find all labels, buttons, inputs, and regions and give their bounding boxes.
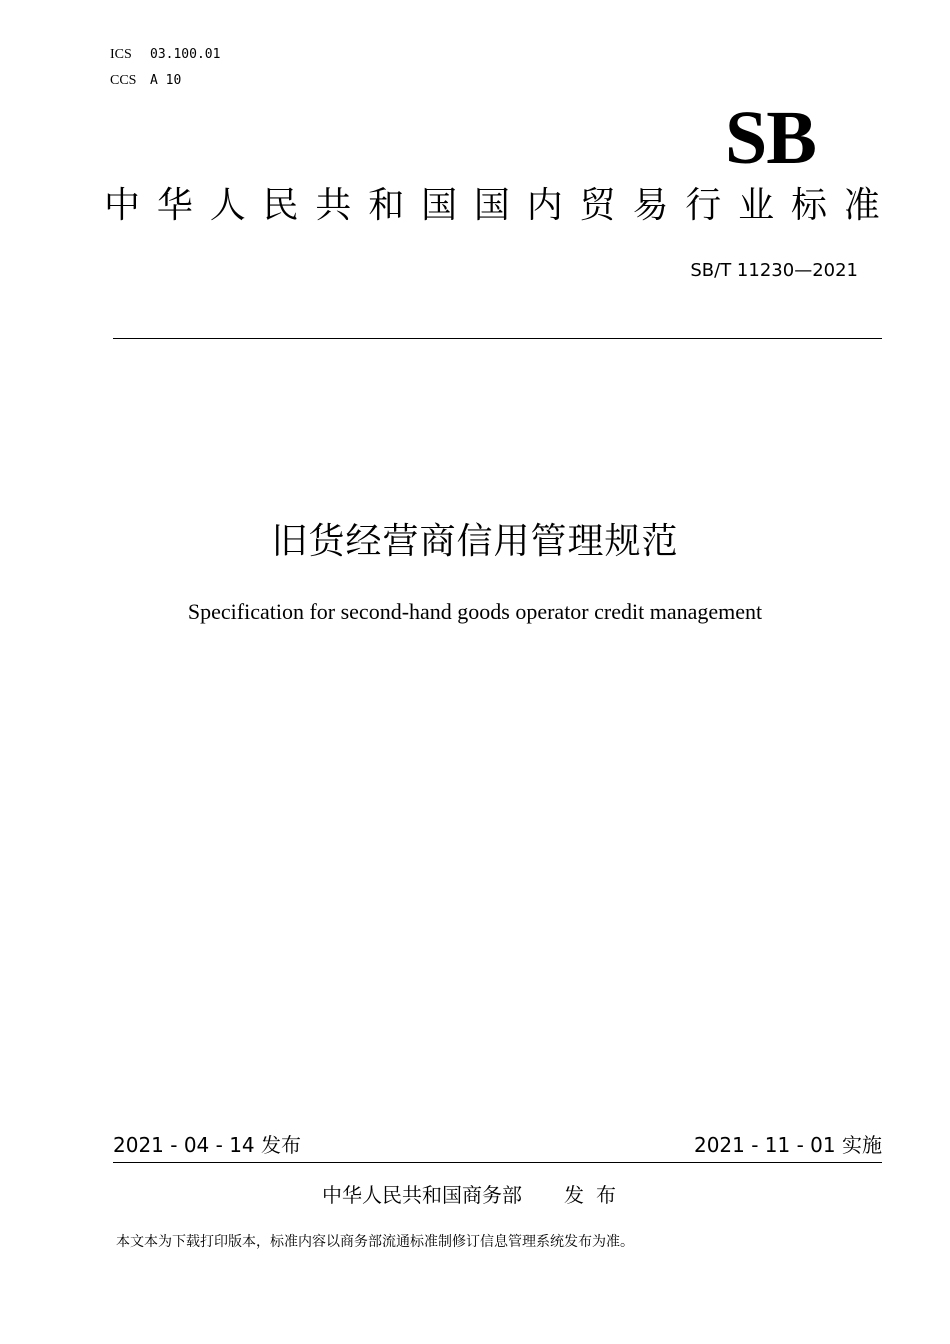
issue-date: 2021 - 04 - 14 发布 xyxy=(113,1133,302,1157)
standard-type-char: 标 xyxy=(790,185,827,226)
standard-type-char: 内 xyxy=(526,185,563,226)
issuer-name: 中华人民共和国商务部 xyxy=(322,1183,522,1207)
standard-type-char: 业 xyxy=(738,185,775,226)
ccs-row xyxy=(110,72,181,89)
standard-type-char: 国 xyxy=(473,185,510,226)
standard-type-char: 和 xyxy=(368,185,405,226)
standard-type-char: 华 xyxy=(156,185,193,226)
standard-type-char: 国 xyxy=(421,185,458,226)
issue-action: 发布 xyxy=(564,1183,628,1207)
ccs-label: CCS xyxy=(110,73,137,88)
standard-code: SB/T 11230—2021 xyxy=(690,260,858,281)
standard-type-char: 民 xyxy=(262,185,299,226)
bottom-divider xyxy=(113,1162,882,1163)
implementation-date: 2021 - 11 - 01 实施 xyxy=(693,1133,882,1157)
document-title-english: Specification for second-hand goods operator credit management xyxy=(187,599,763,624)
ccs-value: A 10 xyxy=(150,73,182,88)
standard-type-heading xyxy=(104,184,880,228)
standard-type-char: 人 xyxy=(209,185,246,226)
sb-logo: SB xyxy=(725,96,816,180)
standard-type-char: 易 xyxy=(632,185,669,226)
issuer-line xyxy=(0,1182,950,1208)
standard-type-char: 共 xyxy=(315,185,352,226)
download-note: 本文本为下载打印版本，标准内容以商务部流通标准制修订信息管理系统发布为准。 xyxy=(116,1234,634,1250)
document-title: 旧货经营商信用管理规范 xyxy=(271,521,679,562)
standard-type-char: 准 xyxy=(843,185,880,226)
ics-value: 03.100.01 xyxy=(150,47,221,62)
top-divider xyxy=(113,338,882,339)
standard-type-char: 行 xyxy=(685,185,722,226)
standard-type-char: 贸 xyxy=(579,185,616,226)
ics-row xyxy=(110,46,220,63)
ics-label: ICS xyxy=(110,47,132,62)
standard-type-char: 中 xyxy=(104,185,141,226)
